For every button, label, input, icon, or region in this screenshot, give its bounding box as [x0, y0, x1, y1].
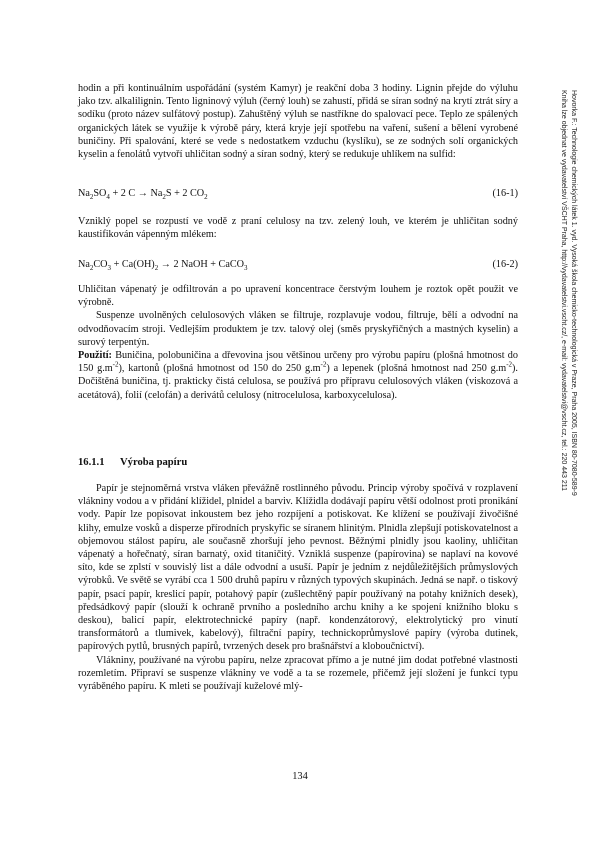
side-citation-line1: Hovorka F.: Technologie chemických látek 1. vyd. Vysoká škola chemicko-technologická v Praze, Praha 2005, ISBN 80-7080-589-9	[570, 90, 577, 496]
paragraph-ash	[78, 215, 518, 241]
section-title: Výroba papíru	[120, 457, 188, 468]
equation-16-2	[78, 258, 518, 272]
paragraph-suspension: Suspenze uvolněných celulosových vláken se filtruje, rozplavuje vodou, filtruje, bělí a odvodní na odvodňovacím stroji. Vedlejším produktem je tzv. talový olej (směs pryskyřičných a mastných kyselin) a surový terpentýn.	[78, 310, 518, 348]
paragraph-fibres: Vlákniny, používané na výrobu papíru, nelze zpracovat přímo a je nutné jim dodat potřebné vlastnosti rozemletím. Připraví se suspenze vlákniny ve vodě a ta se rozemele, přičemž její složení je funkcí typu vyráběného papíru. K mleti se používají kuželové mlý-	[78, 654, 518, 693]
side-citation	[548, 90, 578, 820]
side-citation-line2: Kniha lze objednat ve vydavatelství VŠCHT Praha, http://vydavatelstvi.vscht.cz/, e-mail: vydavatelstvi@vscht.cz, tel.: 220 443 211	[560, 90, 567, 491]
paragraphs-usage	[78, 283, 518, 402]
paragraph-cooking	[78, 82, 518, 161]
paragraph-use: Použití: Buničina, polobuničina a dřevovina jsou většinou určeny pro výrobu papíru (plošná hmotnost do 150 $g.m^{-2}$), kartonů (plošná hmotnost od 150 do 250 $g.m^{-2}$) a lepenek (plošná hmotnost nad 250 $g.m^{-2}$). Dočištěná buničina, tj. prakticky čistá celulosa, se používá pro přípravu celulosových vláken (viskozová a acetátová), folií (celofán) a derivátů celulosy (nitrocelulosa, karboxycelulosa).	[78, 350, 518, 401]
equation-number: (16-1)	[492, 188, 518, 199]
paragraph-calcite: Uhličitan vápenatý je odfiltrován a po upravení koncentrace čerstvým louhem je roztok opět použit ve výrobně.	[78, 284, 518, 309]
section-number: 16.1.1	[78, 457, 105, 468]
paragraph-paper: Papír je stejnoměrná vrstva vláken převážně rostlinného původu. Princip výroby spočívá v rozplavení vlákniny vodou a v přidání klížidel, plnidel a barviv. Klížidla dodávají papíru větší odolnost proti pronikání vody. Papír lze popisovat inkoustem bez jeho rozpíjení a potiskovat. Ke klížení se používají živočišné klihy, emulze vosků a disperze přírodních pryskyřic se síranem hlinitým. Plnidla zlepšují potiskovatelnost a objemovou stálost papíru, ale současně zhoršují jeho pevnost. Běžnými plnidly jsou kaoliny, uhličitan vápenatý a hořečnatý, síran barnatý, oxid titaničitý. Vzniklá suspenze (papírovina) se naplaví na kovové síto, kde se zplstí v souvislý list a dále odvodní a usuší. Papír je jedním z nejdůležitějších průmyslových výrobků. Ve světě se vyrábí cca 1 500 druhů papíru v různých typových skupinách. Jedná se např. o tiskový papír, psací papír, kreslicí papír, potahový papír (zušlechtěný papír používaný na potahy knižních desek), předsádkový papír (slouží k ochraně prvního a posledního archu knihy a ke spojení knižního bloku s deskou), balicí papír, elektrotechnické papíry (např. kondenzátorový, elektrolytický pro vinutí transformátorů a tlumivek, kabelový), filtrační papíry, technickoprůmyslové papíry (výroba dutinek, papírových pytlů, brusných papírů, tvrzených desek pro brašnářství a kloboučnictví).	[78, 483, 518, 653]
equation-body: $Na_2SO_4 + 2$ $C \to Na_2S + 2$ $CO_2$	[78, 188, 208, 202]
equation-16-1	[78, 187, 518, 201]
paragraphs-paper	[78, 482, 518, 693]
equation-body: $Na_2CO_3 + Ca(OH)_2 \to 2$ NaOH + CaCO$_3$	[78, 259, 248, 273]
use-label: Použití:	[78, 350, 112, 362]
paragraph-text: Vzniklý popel se rozpustí ve vodě z praní celulosy na tzv. zelený louh, ve kterém je uhličitan sodný kaustifikován vápenným mlékem:	[78, 216, 518, 241]
paragraph-text: hodin a při kontinuálním uspořádání (systém Kamyr) je reakční doba 3 hodiny. Lignin přejde do výluhu jako tzv. alkalilignin. Tento ligninový výluh (černý louh) se zahustí, přidá se síran sodný na krytí ztrát síry a sodíku (proto název sulfátový postup). Zahuštěný výluh se nastříkne do spalovací pece. Teplo ze spálených organických látek se využije k výrobě páry, která kryje její spotřebu na vaření, sušení a bělení vyrobené buničiny. Při spalování, které se vede s nedostatkem vzduchu (kyslíku), se ze sodných solí organických kyselin a fenolátů vytvoří uhličitan sodný a síran sodný, který se redukuje uhlíkem na sulfid:	[78, 83, 518, 161]
page-number: 134	[292, 771, 308, 782]
section-heading	[78, 456, 518, 470]
equation-number: (16-2)	[492, 259, 518, 270]
